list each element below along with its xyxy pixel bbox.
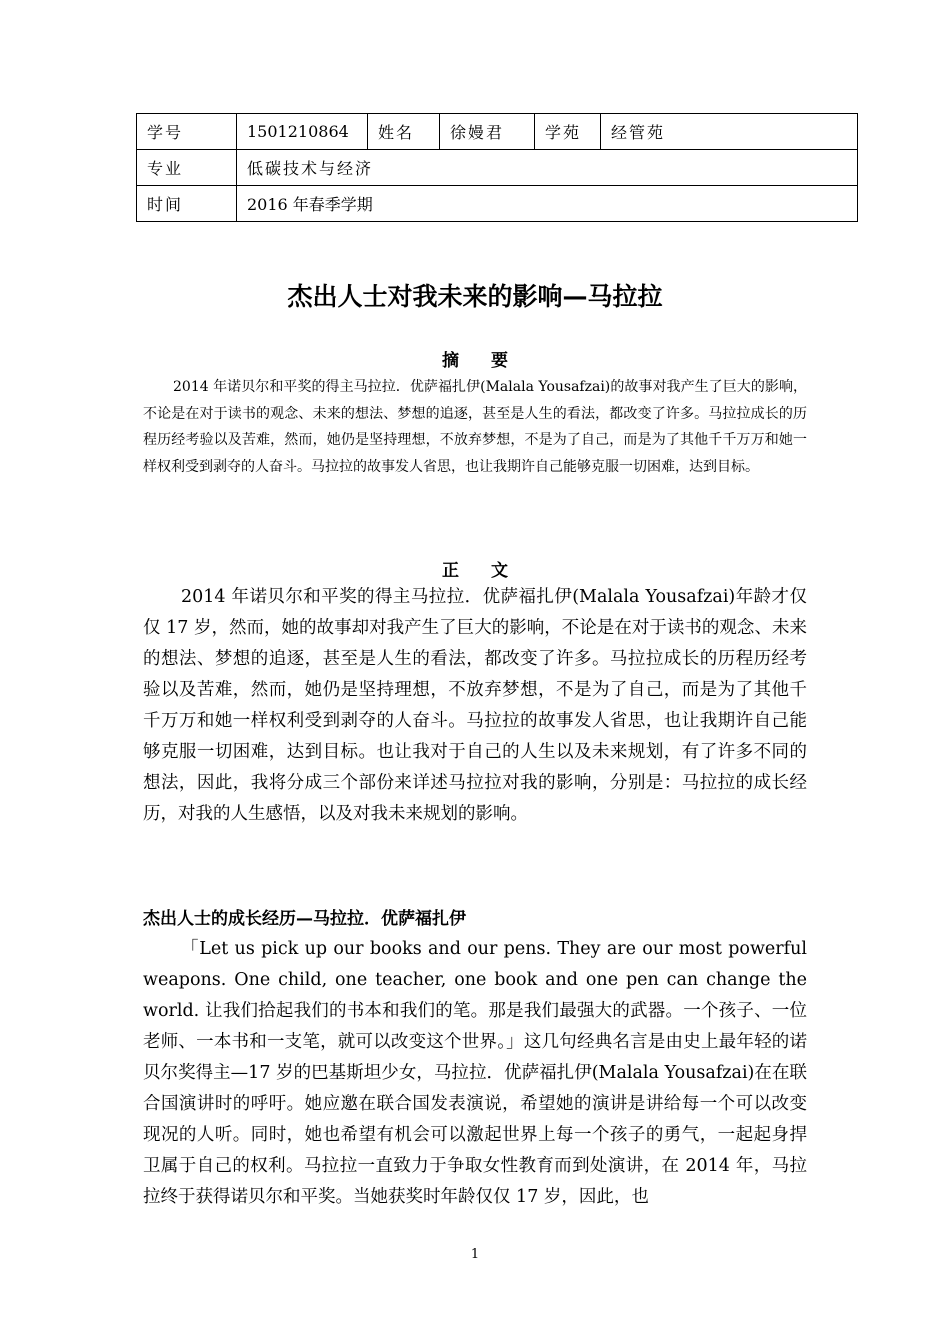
body-paragraph: 2014 年诺贝尔和平奖的得主马拉拉．优萨福扎伊(Malala Yousafzai)年龄才仅仅 17 岁，然而，她的故事却对我产生了巨大的影响，不论是在对于读书的观念、未来的想法、梦想的追逐，甚至是人生的看法，都改变了许多。马拉拉成长的历程历经考验以及苦难，然而，她仍是坚持理想，不放弃梦想，不是为了自己，而是为了其他千千万万和她一样权利受到剥夺的人奋斗。马拉拉的故事发人省思，也让我期许自己能够克服一切困难，达到目标。也让我对于自己的人生以及未来规划，有了许多不同的想法，因此，我将分成三个部份来详述马拉拉对我的影响，分别是：马拉拉的成长经历，对我的人生感悟，以及对我未来规划的影响。	[143, 587, 807, 824]
page-number: 1	[470, 1247, 480, 1262]
table-row	[137, 150, 858, 186]
abstract-heading: 摘要	[442, 351, 540, 371]
student-id-value: 1501210864	[237, 114, 368, 150]
time-value: 2016 年春季学期	[237, 186, 858, 222]
name-value: 徐嫚君	[440, 114, 535, 150]
section-paragraph: 「Let us pick up our books and our pens. They are our most powerful weapons. One child, one teacher, one book and one pen can change the world. 让我们拾起我们的书本和我们的笔。那是我们最强大的武器。一个孩子、一位老师、一本书和一支笔，就可以改变这个世界。」这几句经典名言是由史上最年轻的诺贝尔奖得主—17 岁的巴基斯坦少女，马拉拉．优萨福扎伊(Malala Yousafzai)在在联合国演讲时的呼吁。她应邀在联合国发表演说，希望她的演讲是讲给每一个可以改变现况的人听。同时，她也希望有机会可以激起世界上每一个孩子的勇气，一起起身捍卫属于自己的权利。马拉拉一直致力于争取女性教育而到处演讲，在 2014 年，马拉拉终于获得诺贝尔和平奖。当她获奖时年龄仅仅 17 岁，因此，也	[143, 939, 807, 1207]
table-row	[137, 114, 858, 150]
student-info-table	[136, 113, 858, 222]
body-heading: 正文	[442, 561, 540, 581]
abstract-text: 2014 年诺贝尔和平奖的得主马拉拉．优萨福扎伊(Malala Yousafzai)的故事对我产生了巨大的影响，不论是在对于读书的观念、未来的想法、梦想的追逐，甚至是人生的看法，都改变了许多。马拉拉成长的历程历经考验以及苦难，然而，她仍是坚持理想，不放弃梦想，不是为了自己，而是为了其他千千万万和她一样权利受到剥夺的人奋斗。马拉拉的故事发人省思，也让我期许自己能够克服一切困难，达到目标。	[143, 379, 807, 475]
table-row	[137, 186, 858, 222]
student-id-label: 学号	[137, 114, 237, 150]
college-label: 学苑	[535, 114, 601, 150]
major-value: 低碳技术与经济	[237, 150, 858, 186]
time-label: 时间	[137, 186, 237, 222]
major-label: 专业	[137, 150, 237, 186]
document-title: 杰出人士对我未来的影响—马拉拉	[287, 282, 663, 311]
name-label: 姓名	[368, 114, 440, 150]
section-heading: 杰出人士的成长经历—马拉拉．优萨福扎伊	[143, 909, 466, 929]
college-value: 经管苑	[601, 114, 858, 150]
